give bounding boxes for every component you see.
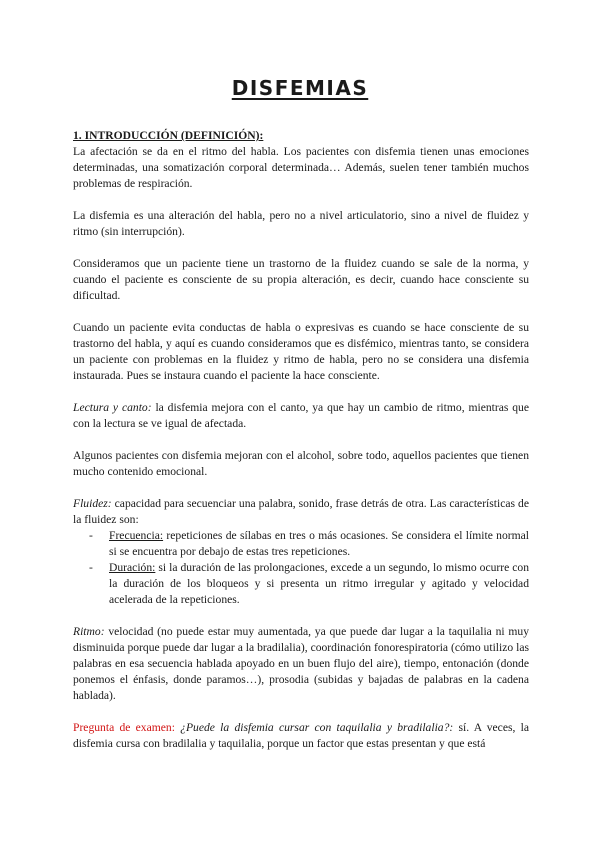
exam-question-label: Pregunta de examen: <box>73 721 175 734</box>
paragraph-alcohol: Algunos pacientes con disfemia mejoran con el alcohol, sobre todo, aquellos pacientes que tienen mucho contenido emocional. <box>73 449 529 478</box>
fluency-characteristics-list <box>73 528 529 608</box>
document-title-text: DISFEMIAS <box>231 76 369 100</box>
paragraph-affectation: La afectación se da en el ritmo del habla. Los pacientes con disfemia tienen unas emociones determinadas, una somatización corporal determinada… Además, suelen tener también muchos problemas de respiración. <box>73 145 529 190</box>
frequency-term: Frecuencia: <box>109 529 164 542</box>
rhythm-label: Ritmo: <box>73 625 105 638</box>
fluency-label: Fluidez: <box>73 497 112 510</box>
fluency-text: capacidad para secuenciar una palabra, sonido, frase detrás de otra. Las características de la fluidez son: <box>73 497 529 526</box>
list-dash: - <box>89 529 93 542</box>
list-item-frequency <box>73 528 529 560</box>
section-heading: 1. INTRODUCCIÓN (DEFINICIÓN): <box>73 129 264 142</box>
paragraph-definition: La disfemia es una alteración del habla, pero no a nivel articulatorio, sino a nivel de fluidez y ritmo (sin interrupción). <box>73 209 529 238</box>
paragraph-reading-singing <box>73 400 529 432</box>
exam-answer-text: sí. A veces, la disfemia cursa con bradilalia y taquilalia, porque un factor que estas presentan y que está <box>73 721 529 750</box>
duration-text: si la duración de las prolongaciones, excede a un segundo, lo mismo ocurre con la duración de los bloqueos y si presenta un ritmo irregular y agitado y velocidad acelerada de la repeticiones. <box>109 561 529 606</box>
paragraph-rhythm <box>73 624 529 704</box>
document-title <box>0 76 600 100</box>
reading-singing-label: Lectura y canto: <box>73 401 152 414</box>
exam-question-text: ¿Puede la disfemia cursar con taquilalia y bradilalia?: <box>174 721 454 734</box>
paragraph-fluency-disorder: Consideramos que un paciente tiene un trastorno de la fluidez cuando se sale de la norma, y cuando el paciente es consciente de su propia alteración, es decir, cuando hace consciente su dificultad. <box>73 257 529 302</box>
paragraph-avoidance: Cuando un paciente evita conductas de habla o expresivas es cuando se hace consciente de su trastorno del habla, y aquí es cuando consideramos que es disfémico, mientras tanto, se considera un paciente con problemas en la fluidez y ritmo de habla, pero no se considera una disfemia instaurada. Pues se instaura cuando el paciente la hace consciente. <box>73 321 529 382</box>
rhythm-text: velocidad (no puede estar muy aumentada, ya que puede dar lugar a la taquilalia ni muy disminuida porque puede dar lugar a la bradilalia), coordinación fonorespiratoria (cómo utilizo las palabras en esa secuencia hablada apoyado en un buen flujo del aire), tiempo, entonación (donde ponemos el énfasis, donde paramos…), prosodia (subidas y bajadas de palabras en la cadena hablada). <box>73 625 529 702</box>
paragraph-fluency <box>73 496 529 528</box>
duration-term: Duración: <box>109 561 156 574</box>
document-body <box>73 128 529 768</box>
list-dash: - <box>89 561 93 574</box>
paragraph-exam-question <box>73 720 529 752</box>
reading-singing-text: la disfemia mejora con el canto, ya que hay un cambio de ritmo, mientras que con la lectura se ve igual de afectada. <box>73 401 529 430</box>
list-item-duration <box>73 560 529 608</box>
frequency-text: repeticiones de sílabas en tres o más ocasiones. Se considera el límite normal si se encuentra por debajo de estas tres repeticiones. <box>109 529 529 558</box>
